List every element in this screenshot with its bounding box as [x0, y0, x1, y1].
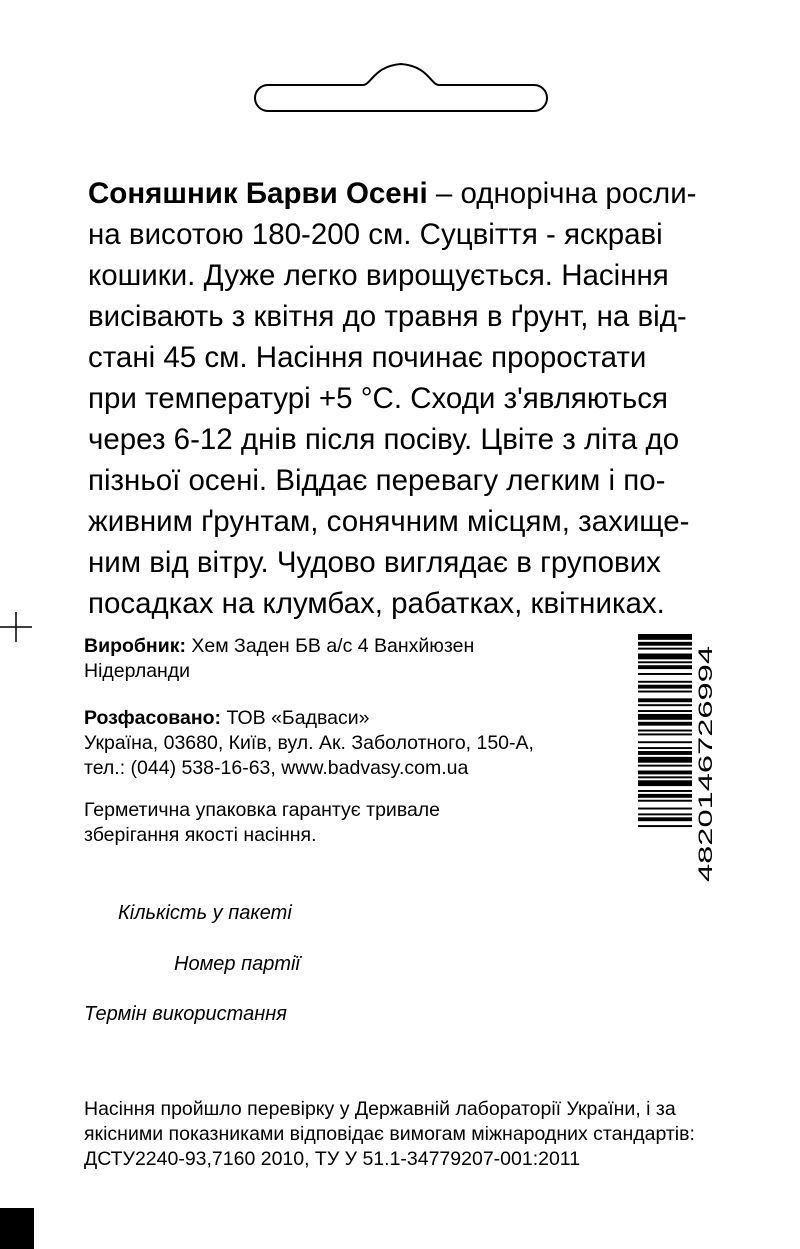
barcode-bar — [638, 673, 692, 675]
barcode-bar — [638, 730, 692, 732]
barcode-bars — [638, 634, 692, 827]
barcode-bar — [638, 733, 692, 735]
barcode-bar — [638, 813, 692, 815]
packer-contacts: тел.: (044) 538-16-63, www.badvasy.com.ua — [84, 757, 469, 779]
barcode-bar — [638, 685, 692, 689]
producer-name: Хем Заден БВ а/с 4 Ванхйюзен — [185, 635, 475, 657]
certification-line: якісними показниками відповідає вимогам міжнародних стандартів: — [84, 1123, 695, 1145]
description-line: через 6-12 днів після посіву. Цвіте з літа до — [88, 423, 680, 456]
certification-note — [84, 1097, 744, 1172]
barcode-bar — [638, 722, 692, 726]
barcode-bar — [638, 634, 692, 640]
barcode-bar — [638, 698, 692, 702]
barcode-bar — [638, 665, 692, 669]
barcode-bar — [638, 681, 692, 683]
producer-label: Виробник: — [84, 635, 186, 657]
barcode-bar — [638, 741, 692, 743]
packer-label: Розфасовано: — [84, 707, 222, 729]
barcode-bar — [638, 790, 692, 792]
description-line-1: Соняшник Барви Осені – однорічна росли- — [88, 177, 697, 210]
barcode — [636, 632, 720, 882]
quantity-field-label: Кількість у пакеті — [118, 902, 292, 924]
barcode-bar — [638, 800, 692, 802]
barcode-digits: 4820146726994 — [696, 744, 717, 882]
barcode-bar — [638, 710, 692, 712]
description-line: пізньої осені. Віддає перевагу легким і по- — [88, 464, 666, 497]
certification-line: ДСТУ2240-93,7160 2010, ТУ У 51.1-34779207-001:2011 — [84, 1148, 581, 1170]
barcode-bar — [638, 642, 692, 646]
barcode-bar — [638, 704, 692, 706]
packer-name: ТОВ «Бадваси» — [221, 707, 370, 729]
barcode-bar — [638, 751, 692, 755]
description-line: стані 45 см. Насіння починає проростати — [88, 341, 647, 374]
description-line: висівають з квітня до травня в ґрунт, на від- — [88, 300, 687, 333]
barcode-bar — [638, 654, 692, 660]
barcode-bar — [638, 825, 692, 827]
producer-country: Нідерланди — [84, 660, 191, 682]
plant-description — [88, 173, 728, 624]
plant-name: Соняшник Барви Осені — [88, 177, 428, 210]
barcode-bar — [638, 648, 692, 650]
barcode-bar — [638, 808, 692, 810]
barcode-bar — [638, 714, 692, 720]
storage-line: зберігання якості насіння. — [84, 824, 317, 846]
expiry-field-label: Термін використання — [84, 1003, 287, 1025]
corner-black-block — [0, 1208, 34, 1249]
barcode-bar — [638, 817, 692, 821]
barcode-bar — [638, 771, 692, 775]
barcode-bar — [638, 765, 692, 767]
barcode-bar — [638, 691, 692, 693]
crop-mark-icon — [0, 612, 34, 642]
barcode-bar — [638, 780, 692, 786]
batch-field-label: Номер партії — [174, 953, 300, 975]
barcode-bar — [638, 776, 692, 778]
description-line: при температурі +5 °С. Сходи з'являються — [88, 382, 668, 415]
description-line: живним ґрунтам, сонячним місцям, захище- — [88, 505, 690, 538]
barcode-bar — [638, 757, 692, 763]
storage-line: Герметична упаковка гарантує тривале — [84, 799, 441, 821]
description-line: ним від вітру. Чудово виглядає в групових — [88, 546, 661, 579]
description-line: на висотою 180-200 см. Суцвіття - яскраві — [88, 218, 663, 251]
description-line: кошики. Дуже легко вирощується. Насіння — [88, 259, 669, 292]
packer-address: Україна, 03680, Київ, вул. Ак. Заболотного, 150-А, — [84, 732, 534, 754]
packer-info — [84, 706, 624, 781]
certification-line: Насіння пройшло перевірку у Державній лабораторії України, і за — [84, 1098, 676, 1120]
barcode-bar — [638, 747, 692, 749]
storage-note — [84, 798, 624, 848]
producer-info — [84, 634, 624, 684]
description-line: посадках на клумбах, рабатках, квітниках. — [88, 587, 665, 620]
barcode-bar — [638, 661, 692, 663]
hang-hole-outline — [246, 58, 556, 114]
barcode-bar — [638, 794, 692, 798]
